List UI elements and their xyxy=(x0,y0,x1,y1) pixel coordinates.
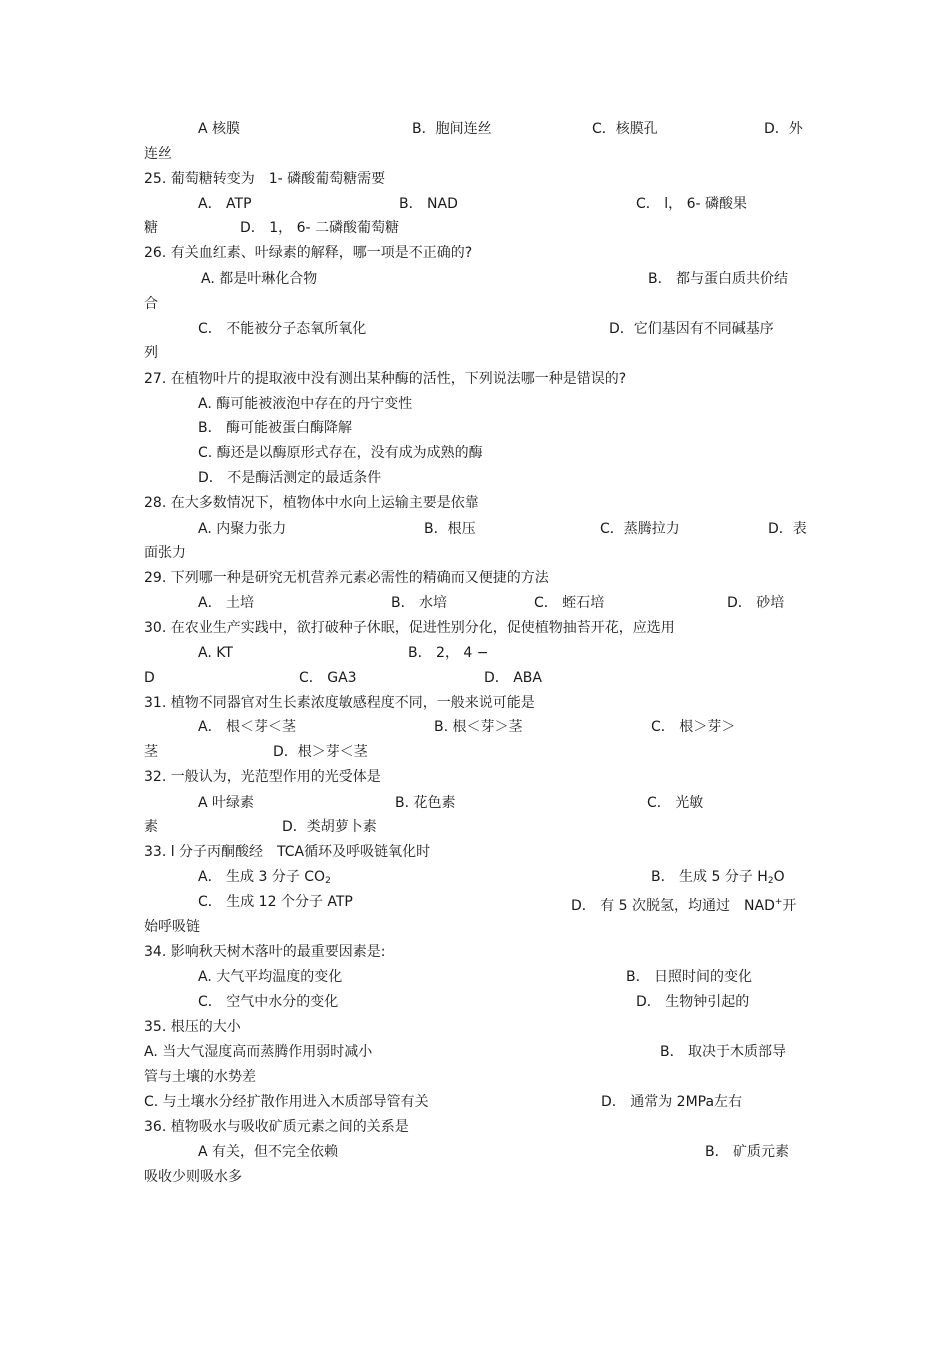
q31-option-d: D．根＞芽＜茎 xyxy=(273,744,368,760)
q36-stem: 36. 植物吸水与吸收矿质元素之间的关系是 xyxy=(144,1119,409,1135)
q26-option-b: B． 都与蛋白质共价结 xyxy=(648,271,789,287)
q32-option-a: A 叶绿素 xyxy=(198,795,255,811)
q33-option-a xyxy=(198,868,331,886)
q35-option-b-wrap: 管与土壤的水势差 xyxy=(144,1069,256,1085)
q35-stem: 35. 根压的大小 xyxy=(144,1019,241,1035)
q32-stem: 32. 一般认为，光范型作用的光受体是 xyxy=(144,769,381,785)
q24-option-d-wrap: 连丝 xyxy=(144,146,172,162)
q25-option-d: D． 1， 6- 二磷酸葡萄糖 xyxy=(240,220,399,236)
q36-option-b-wrap: 吸收少则吸水多 xyxy=(144,1169,242,1185)
q30-option-a: A. KT xyxy=(198,645,233,661)
q28-option-d-wrap: 面张力 xyxy=(144,545,186,561)
q32-option-c: C． 光敏 xyxy=(647,795,704,811)
q28-stem: 28. 在大多数情况下，植物体中水向上运输主要是依靠 xyxy=(144,495,479,511)
q29-option-a: A． 土培 xyxy=(198,595,255,611)
q35-option-d: D． 通常为 2MPa左右 xyxy=(601,1094,743,1110)
q33-option-b-tail: O xyxy=(773,869,785,885)
q26-option-b-wrap: 合 xyxy=(144,296,158,312)
q30-option-d: D． ABA xyxy=(484,670,542,686)
q33-option-b xyxy=(651,868,785,886)
q30-option-b-wrap: D xyxy=(144,670,155,686)
q33-option-d-wrap: 始呼吸链 xyxy=(144,919,200,935)
q26-option-c: C． 不能被分子态氧所氧化 xyxy=(198,321,367,337)
q33-option-d-superscript: + xyxy=(774,897,783,907)
q33-option-d xyxy=(571,893,797,914)
q28-option-d: D．表 xyxy=(768,521,807,537)
q25-option-a: A． ATP xyxy=(198,196,252,212)
q34-option-c: C． 空气中水分的变化 xyxy=(198,994,339,1010)
q35-option-a: A. 当大气湿度高而蒸腾作用弱时减小 xyxy=(144,1044,373,1060)
q29-option-c: C． 蛭石培 xyxy=(534,595,605,611)
q26-option-a: A. 都是叶琳化合物 xyxy=(201,271,318,287)
q31-option-a: A． 根＜芽＜茎 xyxy=(198,719,297,735)
q33-option-c: C． 生成 12 个分子 ATP xyxy=(198,894,353,910)
q33-option-b-subscript: 2 xyxy=(767,876,774,886)
q34-stem: 34. 影响秋天树木落叶的最重要因素是: xyxy=(144,944,386,960)
q33-option-d-text: D． 有 5 次脱氢，均通过 NAD xyxy=(571,898,775,914)
q33-option-a-subscript: 2 xyxy=(325,876,331,886)
q30-stem: 30. 在农业生产实践中，欲打破种子休眠，促进性别分化，促使植物抽苔开花，应选用 xyxy=(144,620,675,636)
q25-option-c-wrap: 糖 xyxy=(144,220,158,236)
q27-option-c: C. 酶还是以酶原形式存在，没有成为成熟的酶 xyxy=(198,445,483,461)
q36-option-a: A 有关，但不完全依赖 xyxy=(198,1144,339,1160)
q28-option-a: A. 内聚力张力 xyxy=(198,521,287,537)
q34-option-d: D． 生物钟引起的 xyxy=(636,994,750,1010)
q29-option-d: D． 砂培 xyxy=(727,595,785,611)
q26-stem: 26. 有关血红素、叶绿素的解释，哪一项是不正确的? xyxy=(144,245,473,261)
q25-option-b: B． NAD xyxy=(399,196,458,212)
q26-option-d-wrap: 列 xyxy=(144,345,158,361)
q35-option-b: B． 取决于木质部导 xyxy=(660,1044,787,1060)
q32-option-d: D．类胡萝卜素 xyxy=(282,819,377,835)
q26-option-d: D．它们基因有不同碱基序 xyxy=(609,321,774,337)
q34-option-b: B． 日照时间的变化 xyxy=(626,969,753,985)
q29-stem: 29. 下列哪一种是研究无机营养元素必需性的精确而又便捷的方法 xyxy=(144,570,549,586)
q31-option-c-wrap: 茎 xyxy=(144,744,158,760)
q31-stem: 31. 植物不同器官对生长素浓度敏感程度不同，一般来说可能是 xyxy=(144,695,535,711)
q24-option-a: A 核膜 xyxy=(198,121,241,137)
q24-option-d: D．外 xyxy=(764,121,803,137)
q32-option-b: B. 花色素 xyxy=(395,795,456,811)
q27-option-a: A. 酶可能被液泡中存在的丹宁变性 xyxy=(198,396,413,412)
q27-option-d: D． 不是酶活测定的最适条件 xyxy=(198,470,382,486)
q33-stem: 33. l 分子丙酮酸经 TCA循环及呼吸链氧化时 xyxy=(144,844,431,860)
q30-option-b: B． 2， 4 − xyxy=(408,645,489,661)
q30-option-c: C． GA3 xyxy=(299,670,357,686)
q34-option-a: A. 大气平均温度的变化 xyxy=(198,969,343,985)
q27-option-b: B． 酶可能被蛋白酶降解 xyxy=(198,420,353,436)
q35-option-c: C. 与土壤水分经扩散作用进入木质部导管有关 xyxy=(144,1094,429,1110)
q25-stem: 25. 葡萄糖转变为 1- 磷酸葡萄糖需要 xyxy=(144,171,386,187)
q28-option-b: B．根压 xyxy=(424,521,476,537)
q33-option-a-text: A． 生成 3 分子 CO xyxy=(198,869,326,885)
q27-stem: 27. 在植物叶片的提取液中没有测出某种酶的活性，下列说法哪一种是错误的? xyxy=(144,371,627,387)
q33-option-b-text: B． 生成 5 分子 H xyxy=(651,869,768,885)
q31-option-b: B. 根＜芽＞茎 xyxy=(434,719,523,735)
q32-option-c-wrap: 素 xyxy=(144,819,158,835)
q24-option-b: B．胞间连丝 xyxy=(412,121,492,137)
q31-option-c: C． 根＞芽＞ xyxy=(651,719,736,735)
q25-option-c: C． l， 6- 磷酸果 xyxy=(636,196,747,212)
q28-option-c: C．蒸腾拉力 xyxy=(600,521,680,537)
q36-option-b: B． 矿质元素 xyxy=(705,1144,790,1160)
q24-option-c: C．核膜孔 xyxy=(592,121,658,137)
q29-option-b: B． 水培 xyxy=(391,595,448,611)
q33-option-d-tail: 开 xyxy=(782,898,797,914)
